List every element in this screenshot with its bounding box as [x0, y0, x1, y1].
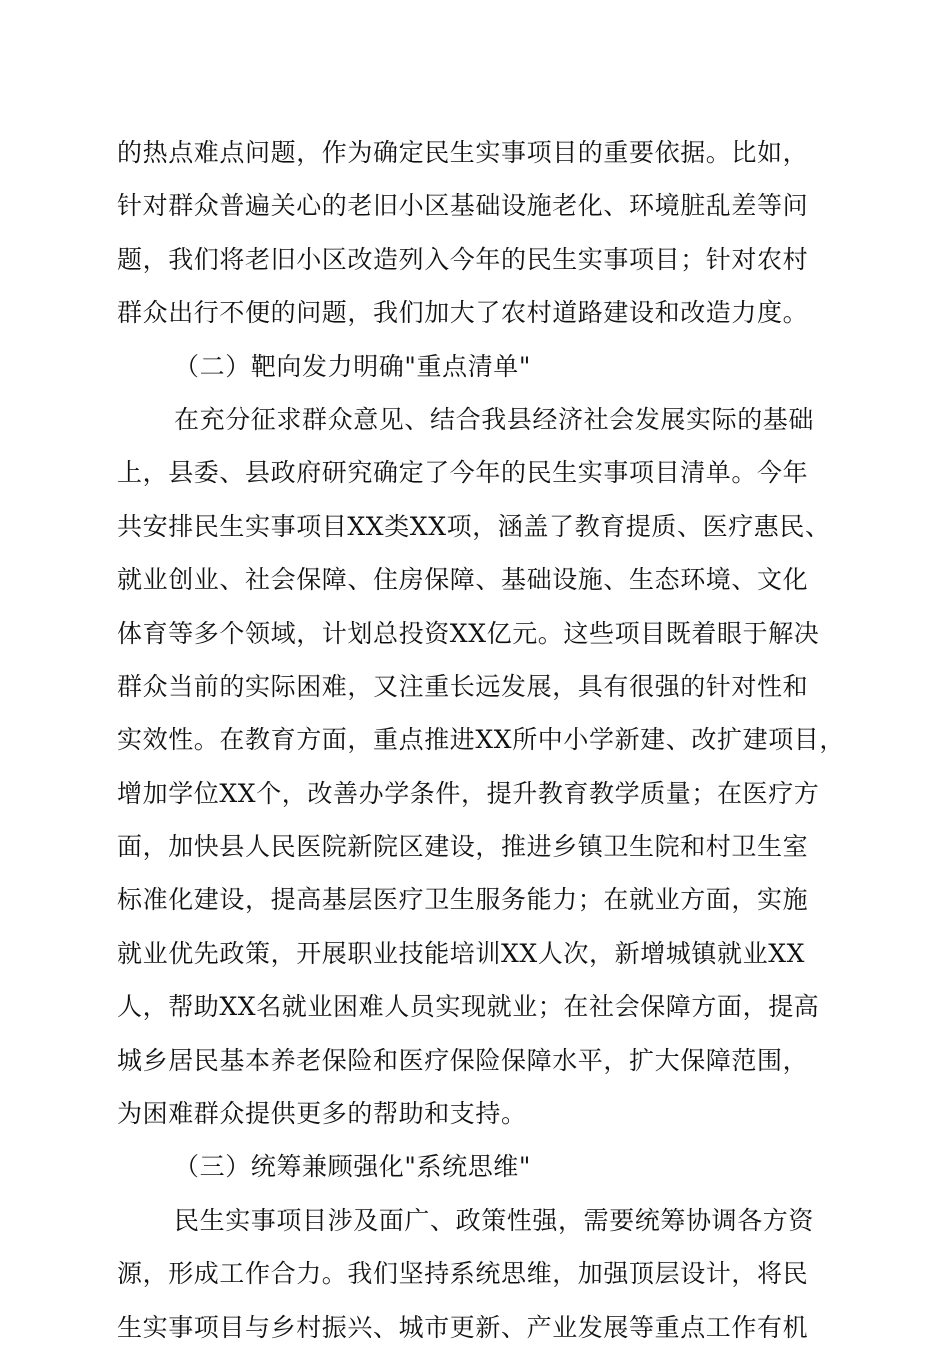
paragraph-line: 城乡居民基本养老保险和医疗保险保障水平，扩大保障范围， [117, 1045, 809, 1075]
paragraph-line: 共安排民生实事项目XX类XX项，涵盖了教育提质、医疗惠民、 [117, 511, 831, 541]
paragraph-line: 题，我们将老旧小区改造列入今年的民生实事项目；针对农村 [117, 244, 809, 274]
paragraph-line: 就业创业、社会保障、住房保障、基础设施、生态环境、文化 [117, 565, 809, 595]
paragraph-line: 民生实事项目涉及面广、政策性强，需要统筹协调各方资 [174, 1205, 815, 1235]
section-heading-2: （二）靶向发力明确"重点清单" [174, 351, 531, 381]
paragraph-line: 为困难群众提供更多的帮助和支持。 [117, 1099, 527, 1129]
paragraph-line: 源，形成工作合力。我们坚持系统思维，加强顶层设计，将民 [117, 1259, 809, 1289]
paragraph-line: 人，帮助XX名就业困难人员实现就业；在社会保障方面，提高 [117, 992, 820, 1022]
paragraph-line: 就业优先政策，开展职业技能培训XX人次，新增城镇就业XX [117, 938, 805, 968]
paragraph-line: 生实事项目与乡村振兴、城市更新、产业发展等重点工作有机 [117, 1312, 809, 1342]
paragraph-line: 针对群众普遍关心的老旧小区基础设施老化、环境脏乱差等问 [117, 191, 809, 221]
paragraph-line: 上，县委、县政府研究确定了今年的民生实事项目清单。今年 [117, 458, 809, 488]
paragraph-line: 实效性。在教育方面，重点推进XX所中小学新建、改扩建项目， [117, 725, 845, 755]
document-body [117, 126, 845, 1354]
paragraph-line: 在充分征求群众意见、结合我县经济社会发展实际的基础 [174, 404, 815, 434]
paragraph-line: 面，加快县人民医院新院区建设，推进乡镇卫生院和村卫生室 [117, 832, 809, 862]
paragraph-line: 标准化建设，提高基层医疗卫生服务能力；在就业方面，实施 [117, 885, 809, 915]
paragraph-line: 体育等多个领域，计划总投资XX亿元。这些项目既着眼于解决 [117, 618, 820, 648]
paragraph-line: 群众出行不便的问题，我们加大了农村道路建设和改造力度。 [117, 298, 809, 328]
paragraph-line: 的热点难点问题，作为确定民生实事项目的重要依据。比如， [117, 138, 809, 167]
paragraph-line: 增加学位XX个，改善办学条件，提升教育教学质量；在医疗方 [117, 778, 820, 808]
section-heading-3: （三）统筹兼顾强化"系统思维" [174, 1152, 531, 1182]
paragraph-line: 群众当前的实际困难，又注重长远发展，具有很强的针对性和 [117, 671, 809, 701]
